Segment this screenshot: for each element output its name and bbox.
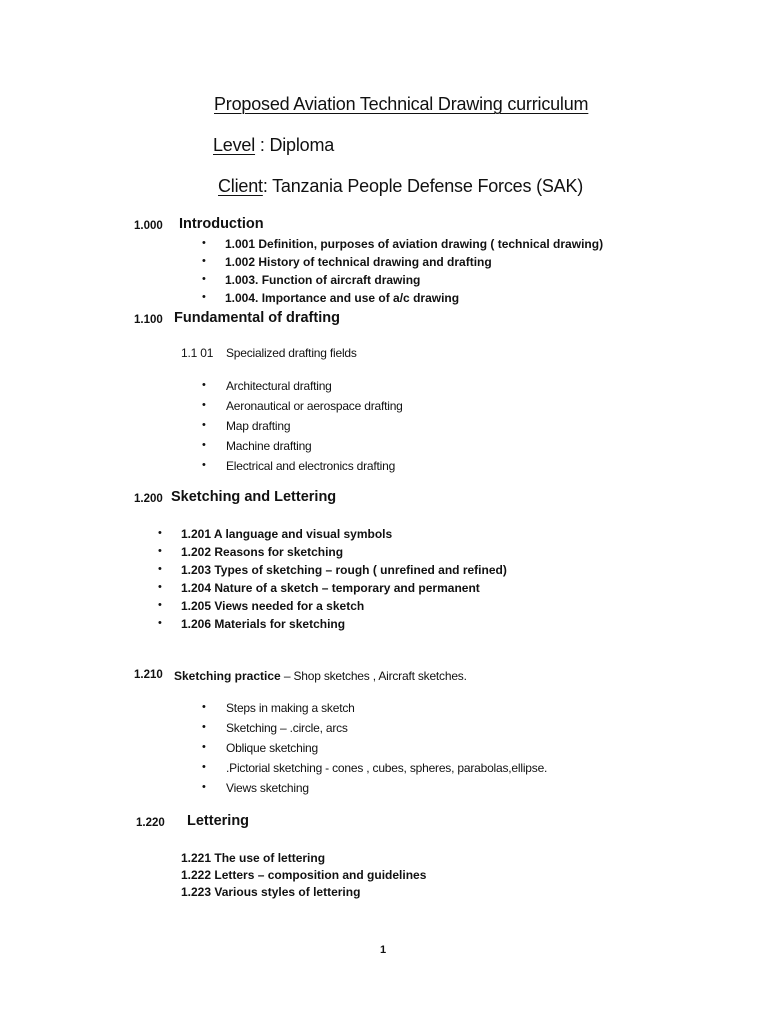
list-item-text: 1.222 Letters – composition and guidelines [181, 868, 427, 882]
list-item-text: 1.204 Nature of a sketch – temporary and permanent [181, 581, 480, 595]
section-number: 1.000 [134, 220, 163, 232]
bullet-icon: • [202, 291, 206, 303]
list-item-text: 1.203 Types of sketching – rough ( unrefined and refined) [181, 563, 507, 577]
list-item-text: Architectural drafting [226, 379, 332, 393]
page-number: 1 [380, 944, 387, 956]
bullet-icon: • [158, 545, 162, 557]
bullet-icon: • [202, 379, 206, 391]
list-item-text: Sketching – .circle, arcs [226, 721, 348, 735]
section-heading [174, 667, 467, 685]
list-item-text: Steps in making a sketch [226, 701, 355, 715]
section-heading: Fundamental of drafting [174, 310, 340, 326]
bullet-icon: • [202, 459, 206, 471]
list-item-text: 1.221 The use of lettering [181, 851, 326, 865]
bullet-icon: • [202, 741, 206, 753]
bullet-icon: • [202, 721, 206, 733]
subsection-number: 1.1 01 [181, 346, 214, 360]
bullet-icon: • [202, 439, 206, 451]
bullet-icon: • [202, 273, 206, 285]
section-heading: Lettering [187, 813, 250, 829]
list-item-text: 1.004. Importance and use of a/c drawing [225, 291, 460, 305]
bullet-icon: • [202, 399, 206, 411]
bullet-icon: • [202, 761, 206, 773]
list-item-text: 1.201 A language and visual symbols [181, 527, 393, 541]
client-line [218, 176, 583, 197]
bullet-icon: • [158, 527, 162, 539]
section-number: 1.220 [136, 817, 165, 829]
section-number: 1.210 [134, 669, 163, 681]
list-item-text: 1.205 Views needed for a sketch [181, 599, 365, 613]
level-value: : Diploma [255, 135, 335, 155]
list-item-text: Machine drafting [226, 439, 312, 453]
list-item-text: Aeronautical or aerospace drafting [226, 399, 403, 413]
doc-title: Proposed Aviation Technical Drawing curriculum [214, 94, 589, 114]
list-item-text: Map drafting [226, 419, 291, 433]
section-heading: Sketching and Lettering [171, 489, 337, 505]
client-label: Client [218, 176, 263, 196]
section-heading-bold: Sketching practice [174, 669, 281, 683]
list-item-text: .Pictorial sketching - cones , cubes, spheres, parabolas,ellipse. [226, 761, 548, 775]
bullet-icon: • [158, 617, 162, 629]
list-item-text: Oblique sketching [226, 741, 318, 755]
section-heading-rest: – Shop sketches , Aircraft sketches. [280, 669, 467, 683]
section-heading: Introduction [179, 216, 264, 232]
bullet-icon: • [202, 255, 206, 267]
client-value: : Tanzania People Defense Forces (SAK) [262, 176, 584, 196]
list-item-text: 1.001 Definition, purposes of aviation drawing ( technical drawing) [225, 237, 604, 251]
bullet-icon: • [202, 237, 206, 249]
bullet-icon: • [158, 599, 162, 611]
bullet-icon: • [202, 701, 206, 713]
bullet-icon: • [158, 563, 162, 575]
section-number: 1.100 [134, 314, 163, 326]
level-line [213, 135, 334, 156]
section-number: 1.200 [134, 493, 163, 505]
list-item-text: 1.202 Reasons for sketching [181, 545, 344, 559]
level-label: Level [213, 135, 256, 155]
list-item-text: 1.206 Materials for sketching [181, 617, 346, 631]
list-item-text: 1.223 Various styles of lettering [181, 885, 361, 899]
list-item-text: 1.003. Function of aircraft drawing [225, 273, 421, 287]
list-item-text: 1.002 History of technical drawing and drafting [225, 255, 492, 269]
bullet-icon: • [202, 419, 206, 431]
bullet-icon: • [158, 581, 162, 593]
bullet-icon: • [202, 781, 206, 793]
list-item-text: Electrical and electronics drafting [226, 459, 396, 473]
subsection-title: Specialized drafting fields [226, 346, 357, 360]
list-item-text: Views sketching [226, 781, 309, 795]
